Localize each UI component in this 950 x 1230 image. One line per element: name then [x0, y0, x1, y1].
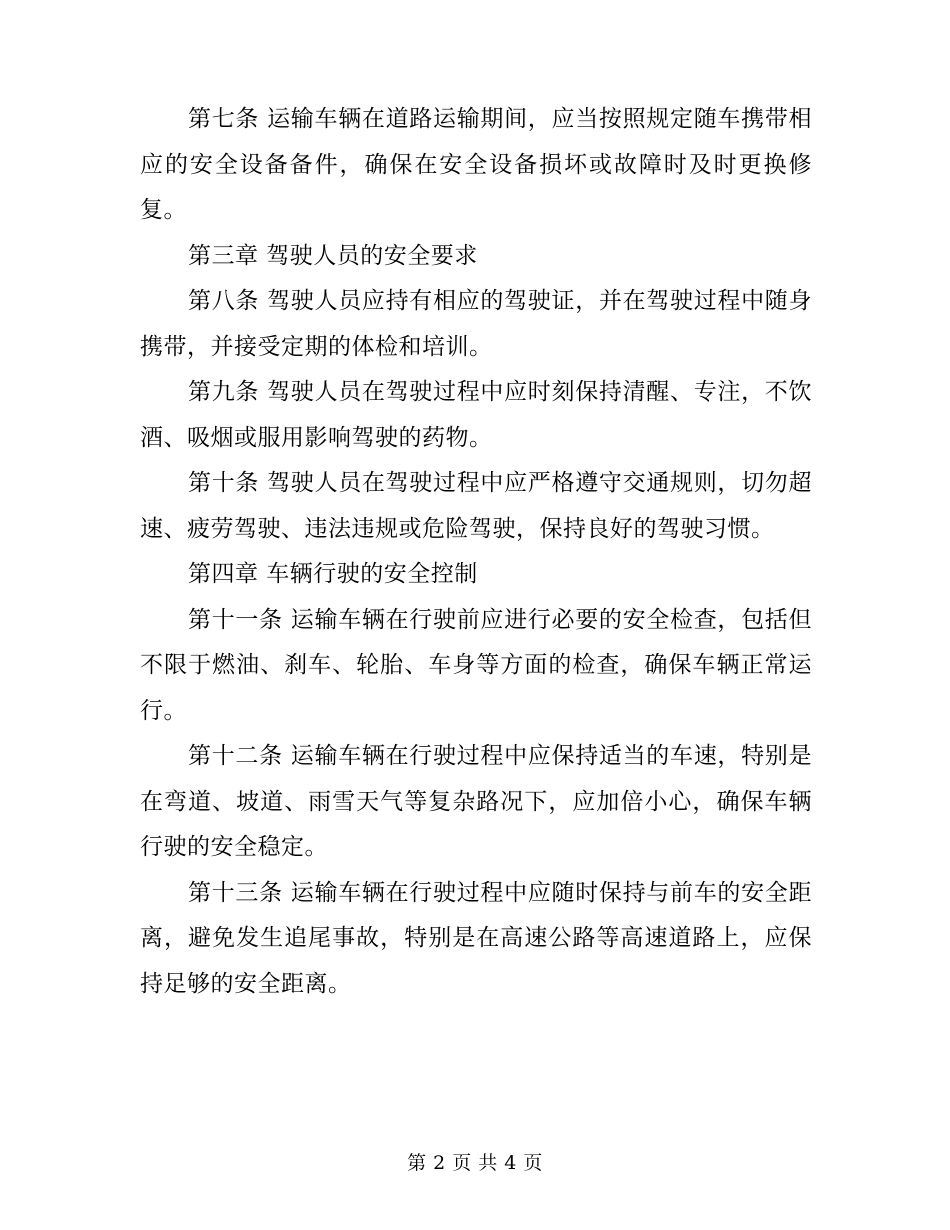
article-12: 第十二条 运输车辆在行驶过程中应保持适当的车速，特别是在弯道、坡道、雨雪天气等复杂路况下，应加倍小心，确保车辆行驶的安全稳定。 — [140, 743, 812, 860]
article-7: 第七条 运输车辆在道路运输期间，应当按照规定随车携带相应的安全设备备件，确保在安全设备损坏或故障时及时更换修复。 — [140, 106, 812, 223]
article-8: 第八条 驾驶人员应持有相应的驾驶证，并在驾驶过程中随身携带，并接受定期的体检和培训。 — [140, 288, 812, 360]
chapter-4-heading: 第四章 车辆行驶的安全控制 — [188, 561, 478, 587]
article-10: 第十条 驾驶人员在驾驶过程中应严格遵守交通规则，切勿超速、疲劳驾驶、违法违规或危险驾驶，保持良好的驾驶习惯。 — [140, 470, 812, 542]
article-13: 第十三条 运输车辆在行驶过程中应随时保持与前车的安全距离，避免发生追尾事故，特别是在高速公路等高速道路上，应保持足够的安全距离。 — [140, 879, 812, 997]
article-9: 第九条 驾驶人员在驾驶过程中应时刻保持清醒、专注，不饮酒、吸烟或服用影响驾驶的药物。 — [140, 379, 812, 451]
page-number-footer: 第 2 页 共 4 页 — [407, 1152, 543, 1174]
article-11: 第十一条 运输车辆在行驶前应进行必要的安全检查，包括但不限于燃油、刹车、轮胎、车身等方面的检查，确保车辆正常运行。 — [140, 606, 812, 724]
chapter-3-heading: 第三章 驾驶人员的安全要求 — [188, 242, 478, 269]
document-body — [140, 97, 812, 1007]
